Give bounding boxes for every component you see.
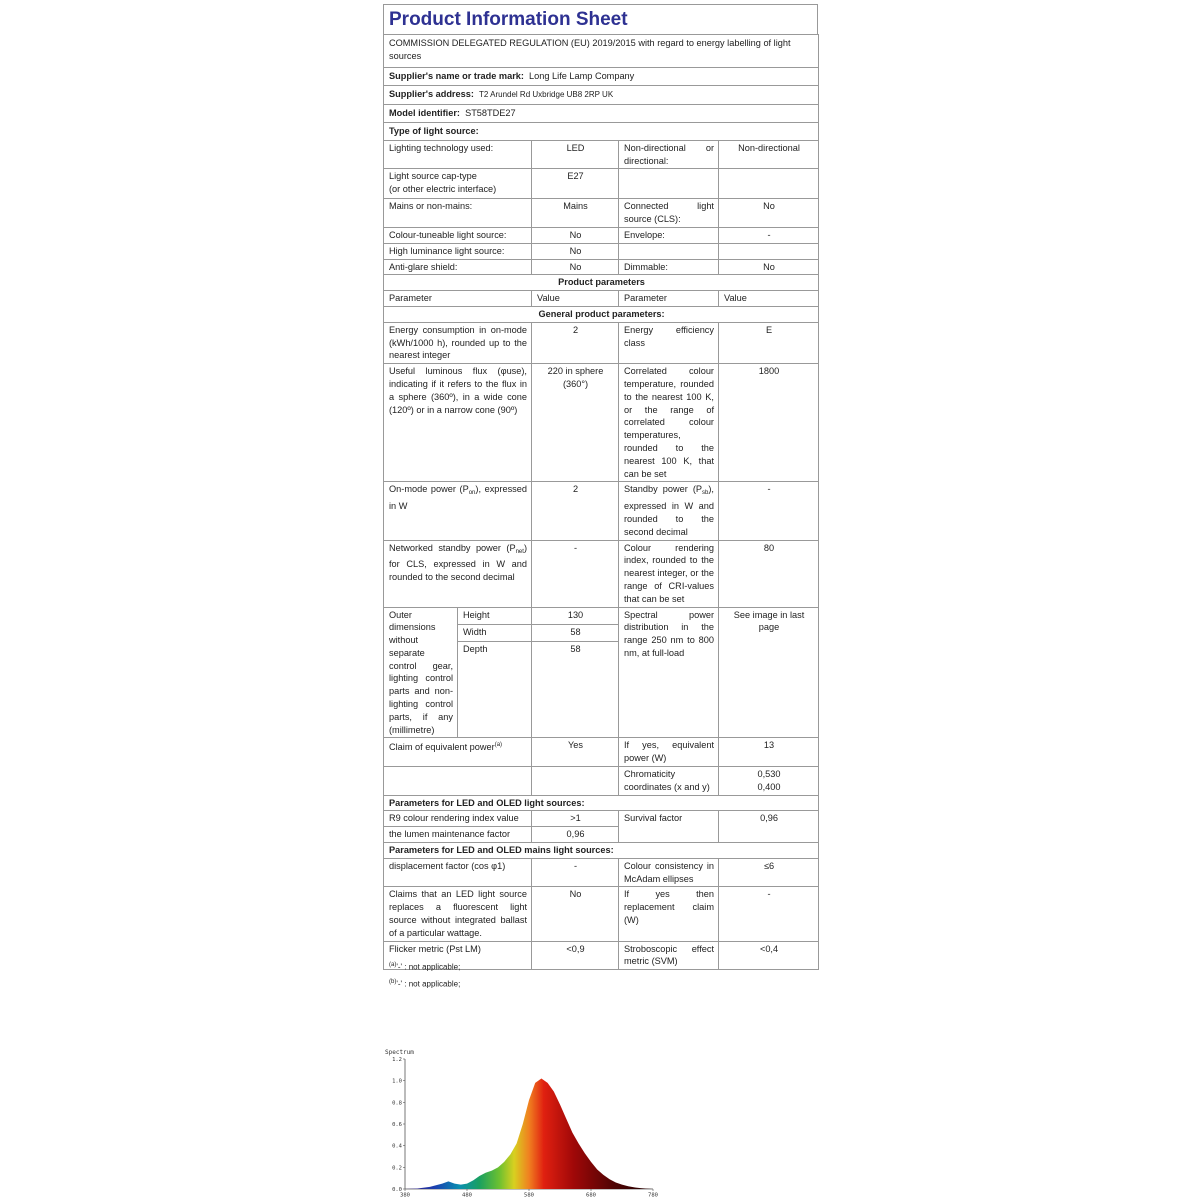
cls-label: Connected light source (CLS): (619, 199, 719, 228)
displacement-label: displacement factor (cos φ1) (384, 858, 532, 887)
x-tick-label: 580 (524, 1192, 534, 1197)
footnote-sup: (a) (389, 962, 397, 968)
footnote-sup: (b) (389, 978, 397, 985)
r9-label: R9 colour rendering index value (384, 811, 532, 827)
anti-glare-value: No (532, 259, 619, 275)
x-tick-label: 780 (648, 1192, 658, 1197)
claim-value: Yes (532, 738, 619, 767)
claim-text: Claim of equivalent power (389, 742, 495, 753)
info-table (383, 34, 819, 970)
mains-value: Mains (532, 199, 619, 228)
standby-power-value: - (719, 482, 819, 540)
general-heading: General product parameters: (384, 306, 819, 322)
y-tick-label: 0.0 (392, 1187, 402, 1193)
on-mode-power-label (384, 482, 532, 540)
outer-dimensions-label: Outer dimensions without separate control gear, lighting control parts and non-lighting control parts, if any (millimetre) (384, 607, 458, 738)
x-tick-label: 680 (586, 1192, 596, 1197)
tuneable-value: No (532, 227, 619, 243)
width-label: Width (458, 624, 532, 641)
y-axis-label: Spectrum (385, 1049, 414, 1056)
claim-label (384, 738, 532, 767)
chroma-y: 0,400 (757, 781, 781, 792)
tech-value: LED (532, 140, 619, 169)
spectrum-chart (383, 1045, 683, 1197)
empty-cell (532, 767, 619, 796)
empty-cell (619, 169, 719, 199)
cap-value: E27 (532, 169, 619, 199)
pnet-a: Networked standby power (P (389, 542, 516, 553)
tuneable-label: Colour-tuneable light source: (384, 227, 532, 243)
cct-value: 1800 (719, 364, 819, 482)
envelope-value: - (719, 227, 819, 243)
supplier-row (384, 68, 819, 86)
supplier-value: Long Life Lamp Company (529, 71, 635, 81)
replacement-value: No (532, 887, 619, 941)
cri-label: Colour rendering index, rounded to the nearest integer, or the range of CRI-values that can be set (619, 540, 719, 607)
chromaticity-label: Chromaticity coordinates (x and y) (619, 767, 719, 796)
y-tick-label: 1.2 (392, 1057, 402, 1063)
networked-standby-label (384, 540, 532, 607)
address-row (384, 86, 819, 105)
psb-a: Standby power (P (624, 484, 703, 495)
flux-value: 220 in sphere (360°) (532, 364, 619, 482)
footnote-text: '-' : not applicable; (396, 962, 461, 972)
page-title: Product Information Sheet (383, 4, 818, 34)
cap-label (384, 169, 532, 199)
spd-label: Spectral power distribution in the range 250 nm to 800 nm, at full-load (619, 607, 719, 738)
claim-sup: (a) (494, 742, 503, 749)
col-value: Value (532, 291, 619, 307)
r9-value: >1 (532, 811, 619, 827)
svm-label: Stroboscopic effect metric (SVM) (619, 941, 719, 970)
footnotes (389, 958, 460, 991)
lumen-maintenance-label: the lumen maintenance factor (384, 827, 532, 843)
model-label: Model identifier: (389, 107, 460, 118)
supplier-label: Supplier's name or trade mark: (389, 71, 524, 81)
pon-a: On-mode power (P (389, 484, 469, 495)
empty-cell (719, 169, 819, 199)
svm-value: <0,4 (719, 941, 819, 970)
spectrum-area (405, 1079, 653, 1190)
anti-glare-label: Anti-glare shield: (384, 259, 532, 275)
standby-power-label (619, 482, 719, 540)
empty-cell (619, 243, 719, 259)
cap-label-1: Light source cap-type (389, 171, 477, 182)
pnet-sub: net (515, 548, 524, 555)
cri-value: 80 (719, 540, 819, 607)
x-tick-label: 480 (462, 1192, 472, 1197)
survival-label: Survival factor (619, 811, 719, 843)
width-value: 58 (532, 624, 619, 641)
y-tick-label: 0.2 (392, 1165, 402, 1172)
psb-sub: sb (702, 490, 709, 497)
height-value: 130 (532, 607, 619, 624)
pon-b: ), expressed in W (389, 484, 527, 512)
replacement-claim-value: - (719, 887, 819, 941)
efficiency-label: Energy efficiency class (619, 322, 719, 363)
high-luminance-label: High luminance light source: (384, 243, 532, 259)
consistency-label: Colour consistency in McAdam ellipses (619, 858, 719, 887)
col-value: Value (719, 291, 819, 307)
dimmable-value: No (719, 259, 819, 275)
model-value: ST58TDE27 (465, 107, 516, 118)
envelope-label: Envelope: (619, 227, 719, 243)
empty-cell (384, 767, 532, 796)
energy-value: 2 (532, 322, 619, 363)
type-heading: Type of light source: (384, 122, 819, 140)
spd-value: See image in last page (719, 607, 819, 738)
led-heading: Parameters for LED and OLED light sources: (384, 795, 819, 811)
pnet-b: ) for CLS, expressed in W and rounded to the second decimal (389, 542, 527, 583)
model-row (384, 104, 819, 122)
on-mode-power-value: 2 (532, 482, 619, 540)
networked-standby-value: - (532, 540, 619, 607)
energy-label: Energy consumption in on-mode (kWh/1000 h), rounded up to the nearest integer (384, 322, 532, 363)
dimmable-label: Dimmable: (619, 259, 719, 275)
high-luminance-value: No (532, 243, 619, 259)
displacement-value: - (532, 858, 619, 887)
lumen-maintenance-value: 0,96 (532, 827, 619, 843)
chroma-x: 0,530 (757, 769, 781, 780)
y-tick-label: 0.6 (392, 1122, 402, 1128)
depth-value: 58 (532, 642, 619, 738)
psb-b: ), expressed in W and rounded to the second decimal (624, 484, 714, 537)
led-mains-heading: Parameters for LED and OLED mains light sources: (384, 843, 819, 859)
footnote-a (389, 958, 460, 975)
chart-plot (385, 1049, 658, 1197)
cap-label-2: (or other electric interface) (389, 184, 497, 195)
consistency-value: ≤6 (719, 858, 819, 887)
regulation-text: COMMISSION DELEGATED REGULATION (EU) 2019/2015 with regard to energy labelling of light sources (384, 35, 819, 68)
y-tick-label: 0.4 (392, 1143, 402, 1150)
directional-label: Non-directional or directional: (619, 140, 719, 169)
replacement-label: Claims that an LED light source replaces a fluorescent light source without integrated ballast of a particular wattage. (384, 887, 532, 941)
address-label: Supplier's address: (389, 89, 474, 99)
height-label: Height (458, 607, 532, 624)
efficiency-value: E (719, 322, 819, 363)
footnote-b (389, 975, 460, 992)
empty-cell (719, 243, 819, 259)
mains-label: Mains or non-mains: (384, 199, 532, 228)
flicker-label: Flicker metric (Pst LM) (384, 941, 532, 970)
footnote-text: '-' : not applicable; (396, 979, 461, 989)
cls-value: No (719, 199, 819, 228)
cct-label: Correlated colour temperature, rounded to the nearest 100 K, or the range of correlated colour temperatures, rounded to the nearest 100 K, that can be set (619, 364, 719, 482)
y-tick-label: 1.0 (392, 1078, 402, 1085)
depth-label: Depth (458, 642, 532, 738)
address-value: T2 Arundel Rd Uxbridge UB8 2RP UK (479, 90, 614, 99)
product-params-heading: Product parameters (384, 275, 819, 291)
y-tick-label: 0.8 (392, 1100, 402, 1107)
tech-label: Lighting technology used: (384, 140, 532, 169)
x-tick-label: 380 (400, 1192, 410, 1197)
equivalent-power-value: 13 (719, 738, 819, 767)
product-information-sheet (383, 4, 818, 970)
col-parameter: Parameter (384, 291, 532, 307)
col-parameter: Parameter (619, 291, 719, 307)
survival-value: 0,96 (719, 811, 819, 843)
replacement-claim-label: If yes then replacement claim (W) (619, 887, 719, 941)
flux-label: Useful luminous flux (φuse), indicating if it refers to the flux in a sphere (360º), in a wide cone (120º) or in a narrow cone (90º) (384, 364, 532, 482)
pon-sub: on (468, 490, 476, 497)
flicker-value: <0,9 (532, 941, 619, 970)
directional-value: Non-directional (719, 140, 819, 169)
equivalent-power-label: If yes, equivalent power (W) (619, 738, 719, 767)
chromaticity-value (719, 767, 819, 796)
